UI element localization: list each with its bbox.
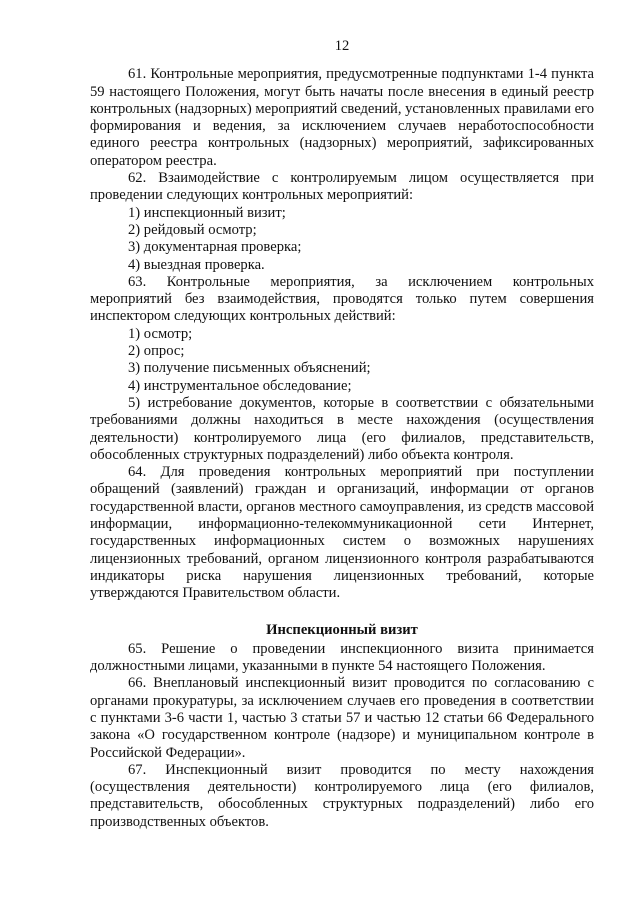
paragraph-66: 66. Внеплановый инспекционный визит проводится по согласованию с органами прокуратуры, за исключением случаев его проведения в соответствии с пунктами 3-6 части 1, частью 3 статьи 57 и частью 12 статьи 66 Федерального закона «О государственном контроле (надзоре) и муниципальном контроле в Российской Федерации». (90, 675, 594, 761)
paragraph-62: 62. Взаимодействие с контролируемым лицом осуществляется при проведении следующих контрольных мероприятий: (90, 170, 594, 204)
page-number: 12 (334, 38, 350, 54)
list-item: 2) рейдовый осмотр; (128, 221, 257, 238)
list-item: 3) получение письменных объяснений; (128, 360, 371, 377)
list-item: 4) инструментальное обследование; (128, 377, 352, 394)
list-item: 3) документарная проверка; (128, 239, 302, 256)
section-heading: Инспекционный визит (266, 621, 418, 638)
list-item: 4) выездная проверка. (128, 256, 265, 273)
paragraph-67: 67. Инспекционный визит проводится по месту нахождения (осуществления деятельности) контролируемого лица (его филиалов, представительств, обособленных структурных подразделений) либо его производственных объектов. (90, 761, 594, 830)
paragraph-65: 65. Решение о проведении инспекционного визита принимается должностными лицами, указанными в пункте 54 настоящего Положения. (90, 640, 594, 675)
document-page (90, 38, 594, 831)
list-item: 1) инспекционный визит; (128, 204, 286, 221)
list-item: 5) истребование документов, которые в соответствии с обязательными требованиями должны находиться в месте нахождения (осуществления деятельности) контролируемого лица (его филиалов, представительств, обособленных структурных подразделений) либо объекта контроля. (90, 394, 594, 463)
list-item: 2) опрос; (128, 343, 185, 360)
paragraph-61: 61. Контрольные мероприятия, предусмотренные подпунктами 1-4 пункта 59 настоящего Положения, могут быть начаты после внесения в единый реестр контрольных (надзорных) мероприятий сведений, установленных правилами его формирования и ведения, за исключением случаев неработоспособности единого реестра контрольных (надзорных) мероприятий, зафиксированных оператором реестра. (90, 66, 595, 169)
paragraph-63: 63. Контрольные мероприятия, за исключением контрольных мероприятий без взаимодействия, проводятся только путем совершения инспектором следующих контрольных действий: (90, 273, 594, 325)
paragraph-64: 64. Для проведения контрольных мероприятий при поступлении обращений (заявлений) граждан и организаций, информации от органов государственной власти, органов местного самоуправления, из средств массовой информации, информационно-телекоммуникационной сети Интернет, государственных информационных систем о возможных нарушениях лицензионных требований, органом лицензионного контроля разрабатываются индикаторы риска нарушения лицензионных требований, которые утверждаются Правительством области. (90, 464, 594, 602)
list-item: 1) осмотр; (128, 325, 193, 342)
